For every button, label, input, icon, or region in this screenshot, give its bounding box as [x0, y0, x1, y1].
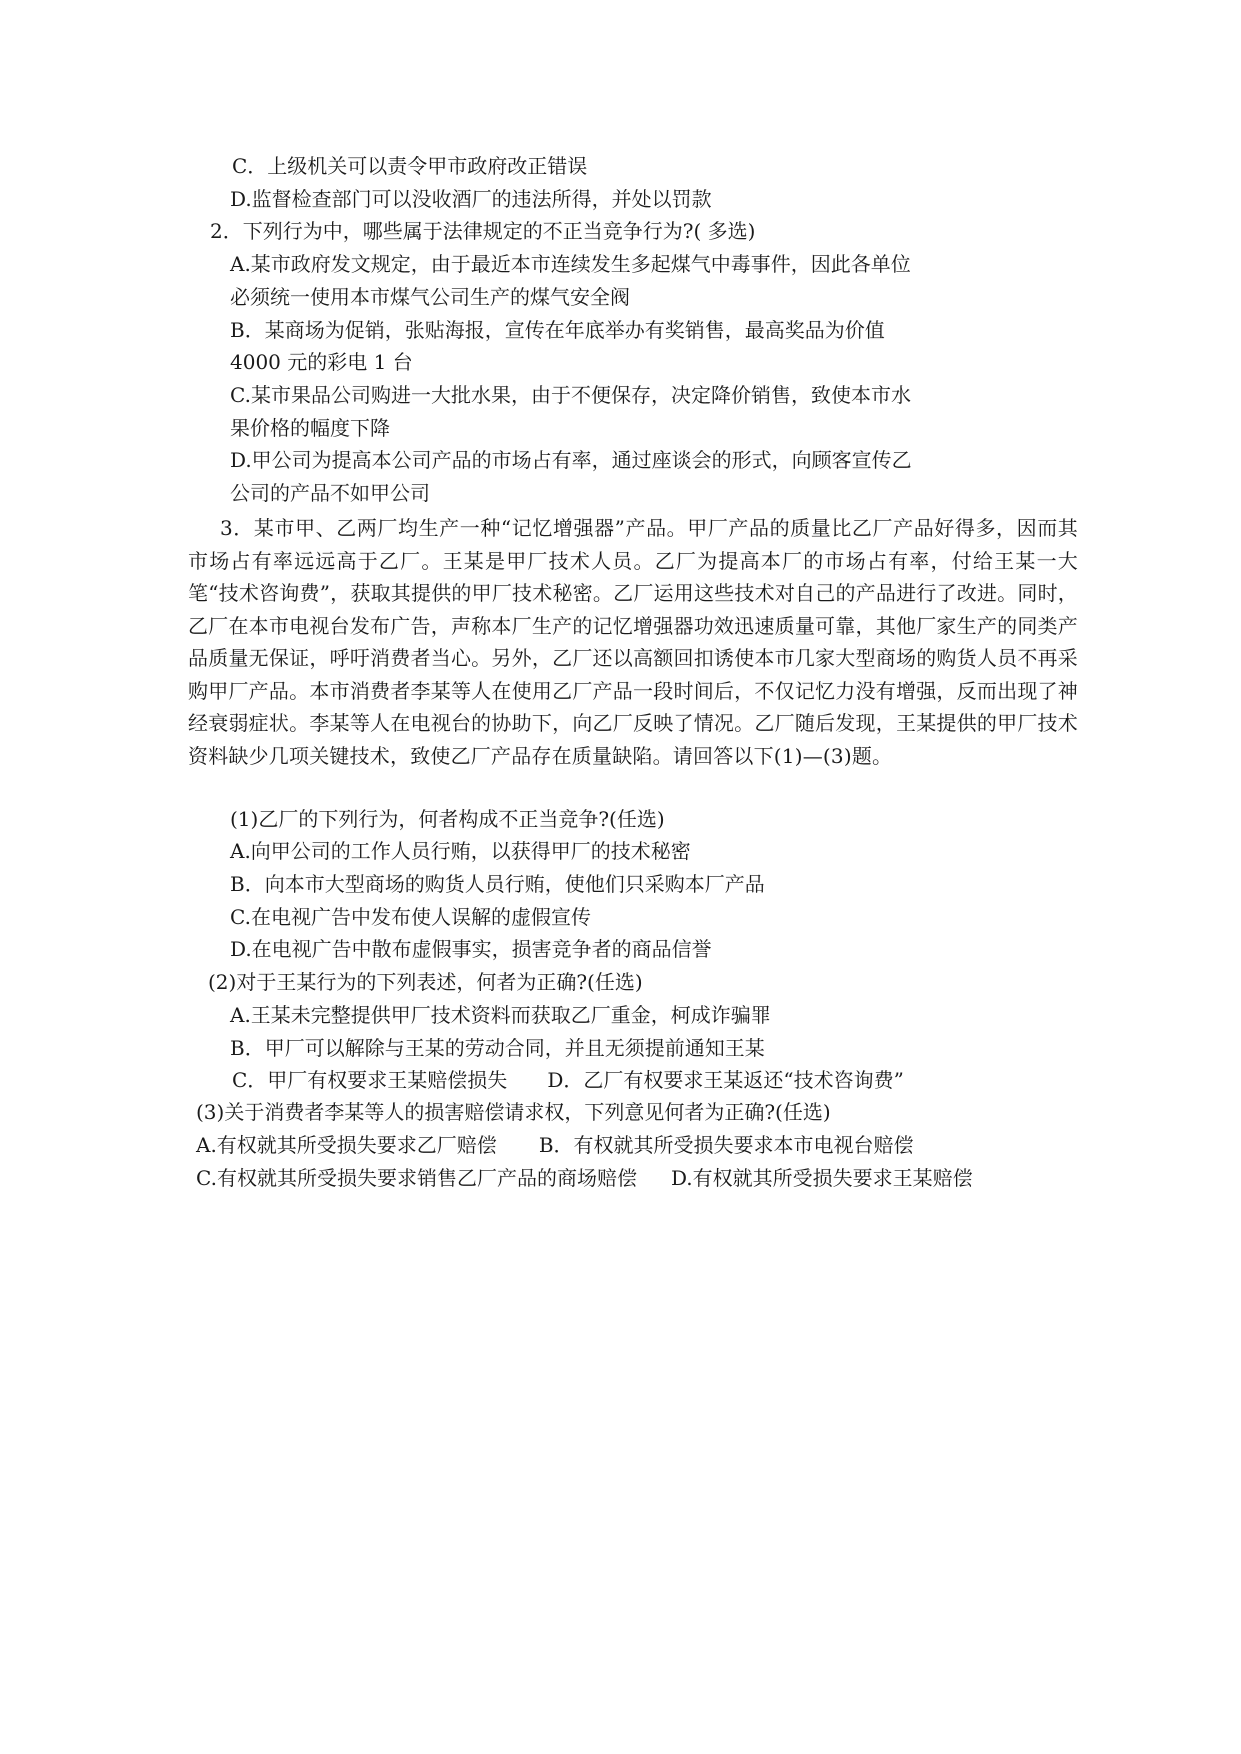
q3-sub3-option-b: B．有权就其所受损失要求本市电视台赔偿: [538, 1133, 914, 1157]
q3-sub2-option-a: A.王某未完整提供甲厂技术资料而获取乙厂重金，柯成诈骗罪: [230, 1003, 771, 1027]
q3-sub3-stem: (3)关于消费者李某等人的损害赔偿请求权，下列意见何者为正确?(任选): [196, 1100, 831, 1124]
q3-sub1-option-c: C.在电视广告中发布使人误解的虚假宣传: [230, 905, 591, 929]
q3-sub1-option-b: B．向本市大型商场的购货人员行贿，使他们只采购本厂产品: [230, 872, 765, 896]
q3-sub2-option-b: B．甲厂可以解除与王某的劳动合同，并且无须提前通知王某: [230, 1036, 765, 1060]
q1-option-c: C．上级机关可以责令甲市政府改正错误: [232, 154, 588, 178]
q3-passage: 3．某市甲、乙两厂均生产一种“记忆增强器”产品。甲厂产品的质量比乙厂产品好得多，因而其市场占有率远远高于乙厂。王某是甲厂技术人员。乙厂为提高本厂的市场占有率，付给王某一大笔“技术咨询费”，获取其提供的甲厂技术秘密。乙厂运用这些技术对自己的产品进行了改进。同时，乙厂在本市电视台发布广告，声称本厂生产的记忆增强器功效迅速质量可靠，其他厂家生产的同类产品质量无保证，呼吁消费者当心。另外，乙厂还以高额回扣诱使本市几家大型商场的购货人员不再采购甲厂产品。本市消费者李某等人在使用乙厂产品一段时间后，不仅记忆力没有增强，反而出现了神经衰弱症状。李某等人在电视台的协助下，向乙厂反映了情况。乙厂随后发现，王某提供的甲厂技术资料缺少几项关键技术，致使乙厂产品存在质量缺陷。请回答以下(1)—(3)题。: [188, 516, 1078, 768]
q3-sub2-option-c: C．甲厂有权要求王某赔偿损失: [232, 1068, 508, 1092]
q3-sub1-stem: (1)乙厂的下列行为，何者构成不正当竞争?(任选): [230, 807, 665, 831]
q3-sub3-option-c: C.有权就其所受损失要求销售乙厂产品的商场赔偿: [196, 1166, 637, 1190]
q3-sub3-options-ab: [196, 1131, 914, 1159]
q3-sub3-option-d: D.有权就其所受损失要求王某赔偿: [670, 1166, 973, 1190]
q3-sub1-option-a: A.向甲公司的工作人员行贿，以获得甲厂的技术秘密: [230, 839, 691, 863]
q2-option-c-line1: C.某市果品公司购进一大批水果，由于不便保存，决定降价销售，致使本市水: [230, 383, 911, 407]
q3-sub2-option-d: D．乙厂有权要求王某返还“技术咨询费”: [547, 1068, 904, 1092]
q3-sub3-option-a: A.有权就其所受损失要求乙厂赔偿: [196, 1133, 497, 1157]
q3-sub3-options-cd: [196, 1164, 973, 1192]
q2-option-a-line1: A.某市政府发文规定，由于最近本市连续发生多起煤气中毒事件，因此各单位: [230, 252, 911, 276]
q3-sub1-option-d: D.在电视广告中散布虚假事实，损害竞争者的商品信誉: [230, 937, 712, 961]
q1-option-d: D.监督检查部门可以没收酒厂的违法所得，并处以罚款: [230, 187, 712, 211]
q2-option-d-line2: 公司的产品不如甲公司: [230, 481, 430, 505]
q2-option-b-line1: B．某商场为促销，张贴海报，宣传在年底举办有奖销售，最高奖品为价值: [230, 318, 885, 342]
q2-option-b-line2: 4000 元的彩电 1 台: [230, 350, 413, 374]
q2-option-a-line2: 必须统一使用本市煤气公司生产的煤气安全阀: [230, 285, 630, 309]
q2-option-d-line1: D.甲公司为提高本公司产品的市场占有率，通过座谈会的形式，向顾客宣传乙: [230, 448, 912, 472]
q2-stem: 2．下列行为中，哪些属于法律规定的不正当竞争行为?( 多选): [210, 219, 756, 243]
q2-option-c-line2: 果价格的幅度下降: [230, 416, 390, 440]
q3-sub2-stem: (2)对于王某行为的下列表述，何者为正确?(任选): [208, 970, 643, 994]
q3-sub2-options-cd: [232, 1066, 904, 1094]
